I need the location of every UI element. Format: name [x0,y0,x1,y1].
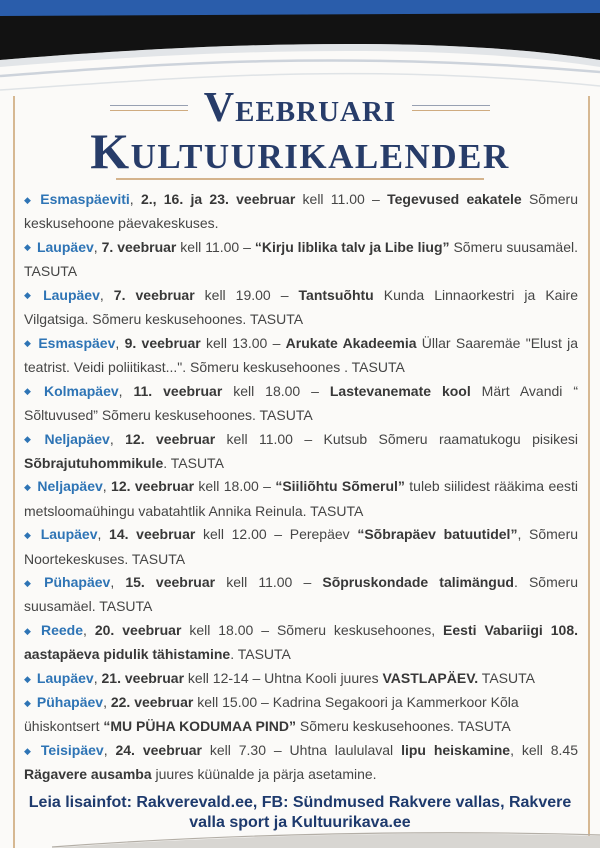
event-item [24,739,578,787]
diamond-bullet-icon: ◆ [24,745,35,756]
event-text: VASTLAPÄEV. [382,670,479,687]
title-side-rule-left [110,105,188,111]
diamond-bullet-icon: ◆ [24,290,38,301]
page-title-line2: Kultuurikalender [90,123,510,179]
event-text: 12. veebruar [125,430,216,447]
event-day: Laupäev [36,670,94,687]
event-text: 21. veebruar [101,670,185,687]
event-item [24,571,578,619]
diamond-bullet-icon: ◆ [24,386,38,397]
event-text: kell 11.00 – Kutsub Sõmeru raamatukogu pisikesi [215,430,578,447]
event-text: kell 18.00 – [222,382,330,399]
event-text: , Sõmeru Noortekeskuses. TASUTA [24,526,578,567]
diamond-bullet-icon: ◆ [24,481,32,492]
event-text: . TASUTA [230,646,291,663]
event-text: Tegevused eakatele [387,191,522,207]
event-text: Sõpruskondade talimängud [322,574,514,591]
diamond-bullet-icon: ◆ [24,529,35,540]
event-item [24,236,578,284]
event-day: Neljapäev [37,478,103,495]
event-text: kell 19.00 – [194,286,299,303]
diamond-bullet-icon: ◆ [24,338,33,349]
event-text: Sõbrajutuhommikule [24,454,164,471]
event-text: kell 12.00 – Perepäev [195,526,358,543]
event-text: Rägavere ausamba [24,766,152,783]
diamond-bullet-icon: ◆ [24,434,39,445]
event-text: ühiskontsert [24,718,104,735]
event-item [24,691,578,739]
title-side-rule-right [412,105,490,111]
event-item [24,523,578,571]
event-text: kell 11.00 – [215,574,323,591]
event-text: Sõmeru keskusehoone päevakeskuses. [24,191,578,232]
event-text: 20. veebruar [94,622,182,639]
title-divider [116,178,484,180]
diamond-bullet-icon: ◆ [24,625,35,636]
event-item [24,284,578,332]
event-text: , [83,622,95,639]
event-text: 9. veebruar [124,334,201,351]
event-item [24,475,578,523]
event-day: Pühapäev [36,694,104,711]
event-text: Eesti Vabariigi 108. aastapäeva pidulik tähistamine [24,622,578,663]
event-day: Neljapäev [44,430,110,447]
event-day: Laupäev [36,238,94,255]
event-text: , [115,334,125,351]
diamond-bullet-icon: ◆ [24,577,39,588]
event-day: Esmaspäeviti [40,191,130,207]
event-text: 24. veebruar [115,742,202,759]
diamond-bullet-icon: ◆ [24,673,31,684]
event-text: , kell 8.45 [510,742,578,759]
event-text: 22. veebruar [110,694,194,711]
event-text: Üllar Saaremäe "Elust ja teatrist. Veidi poliitikast...". Sõmeru keskusehoones . TASUTA [24,334,578,375]
event-item [24,428,578,476]
event-day: Esmaspäev [38,334,116,351]
event-text: . Sõmeru suusamäel. TASUTA [24,574,578,615]
event-text: kell 7.30 – Uhtna laululaval [201,742,402,759]
flag-swoosh-bottom [0,828,600,848]
event-text: Lastevanemate kool [329,382,471,399]
event-text: , [93,670,102,687]
event-text: 7. veebruar [113,286,195,303]
event-text: kell 15.00 – Kadrina Segakoori ja Kammerkoor Kõla [193,694,519,711]
event-text: 11. veebruar [133,382,223,399]
footer-line1: Leia lisainfot: Rakverevald.ee, FB: Sündmused Rakvere vallas, Rakvere [28,794,572,811]
event-day: Reede [40,622,84,639]
event-text: , [99,286,114,303]
event-list [24,188,578,792]
event-item [24,380,578,428]
footer-info [0,793,600,832]
event-text: , [93,238,102,255]
event-text: 15. veebruar [125,574,216,591]
header [0,85,600,180]
event-text: 7. veebruar [101,238,177,255]
event-text: juures küünalde ja pärja asetamine. [151,766,377,783]
event-item [24,619,578,667]
diamond-bullet-icon: ◆ [24,697,31,708]
event-text: , [102,478,112,495]
event-text: kell 13.00 – [200,334,286,351]
event-day: Laupäev [40,526,98,543]
event-day: Kolmapäev [43,382,119,399]
event-text: “Sõbrapäev batuutidel” [357,526,518,543]
event-day: Teisipäev [40,742,104,759]
event-text: . TASUTA [163,454,224,471]
event-text: Sõmeru suusamäel. TASUTA [24,238,578,280]
event-item [24,188,578,236]
event-text: 2., 16. ja 23. veebruar [140,191,296,207]
event-text: Märt Avandi “ Sõltuvused” Sõmeru keskusehoones. TASUTA [24,382,578,423]
event-item [24,332,578,380]
event-text: kell 11.00 – [176,238,255,255]
event-text: “Siiliõhtu Sõmerul” [275,478,405,495]
event-item [24,667,578,691]
footer-line2: valla sport ja Kultuurikava.ee [189,813,411,831]
event-text: kell 18.00 – [194,478,276,495]
event-text: , [109,430,126,447]
event-text: lipu heiskamine [401,742,511,759]
event-text: kell 11.00 – [295,191,388,207]
event-text: , [97,526,110,543]
event-text: Arukate Akadeemia [285,334,417,351]
event-text: kell 12-14 – Uhtna Kooli juures [184,670,383,687]
event-text: 12. veebruar [111,478,195,495]
event-text: Tantsuõhtu [298,286,374,303]
diamond-bullet-icon: ◆ [24,194,35,205]
event-text: TASUTA [478,670,535,687]
page-frame-left [13,96,15,848]
event-day: Laupäev [43,286,100,303]
event-day: Pühapäev [44,574,111,591]
event-text: Kunda Linnaorkestri ja Kaire Vilgatsiga. Sõmeru keskusehoones. TASUTA [24,286,578,328]
event-text: , [129,191,141,207]
event-text: , [103,742,116,759]
event-text: , [103,694,111,711]
page-frame-right [588,96,590,848]
diamond-bullet-icon: ◆ [24,242,31,253]
event-text: “MU PÜHA KODUMAA PIND” [103,718,296,735]
event-text: 14. veebruar [109,526,196,543]
event-text: kell 18.00 – Sõmeru keskusehoones, [181,622,444,639]
page-title-line1: Veebruari [203,85,397,131]
event-text: , [110,574,126,591]
event-text: Sõmeru keskusehoones. TASUTA [296,718,511,735]
event-text: tuleb siilidest rääkima eesti metsloomaühingu vabatahtlik Annika Reinula. TASUTA [24,478,578,519]
event-text: , [118,382,134,399]
event-text: “Kirju liblika talv ja Libe liug” [254,238,450,255]
bottom-band [52,834,600,848]
